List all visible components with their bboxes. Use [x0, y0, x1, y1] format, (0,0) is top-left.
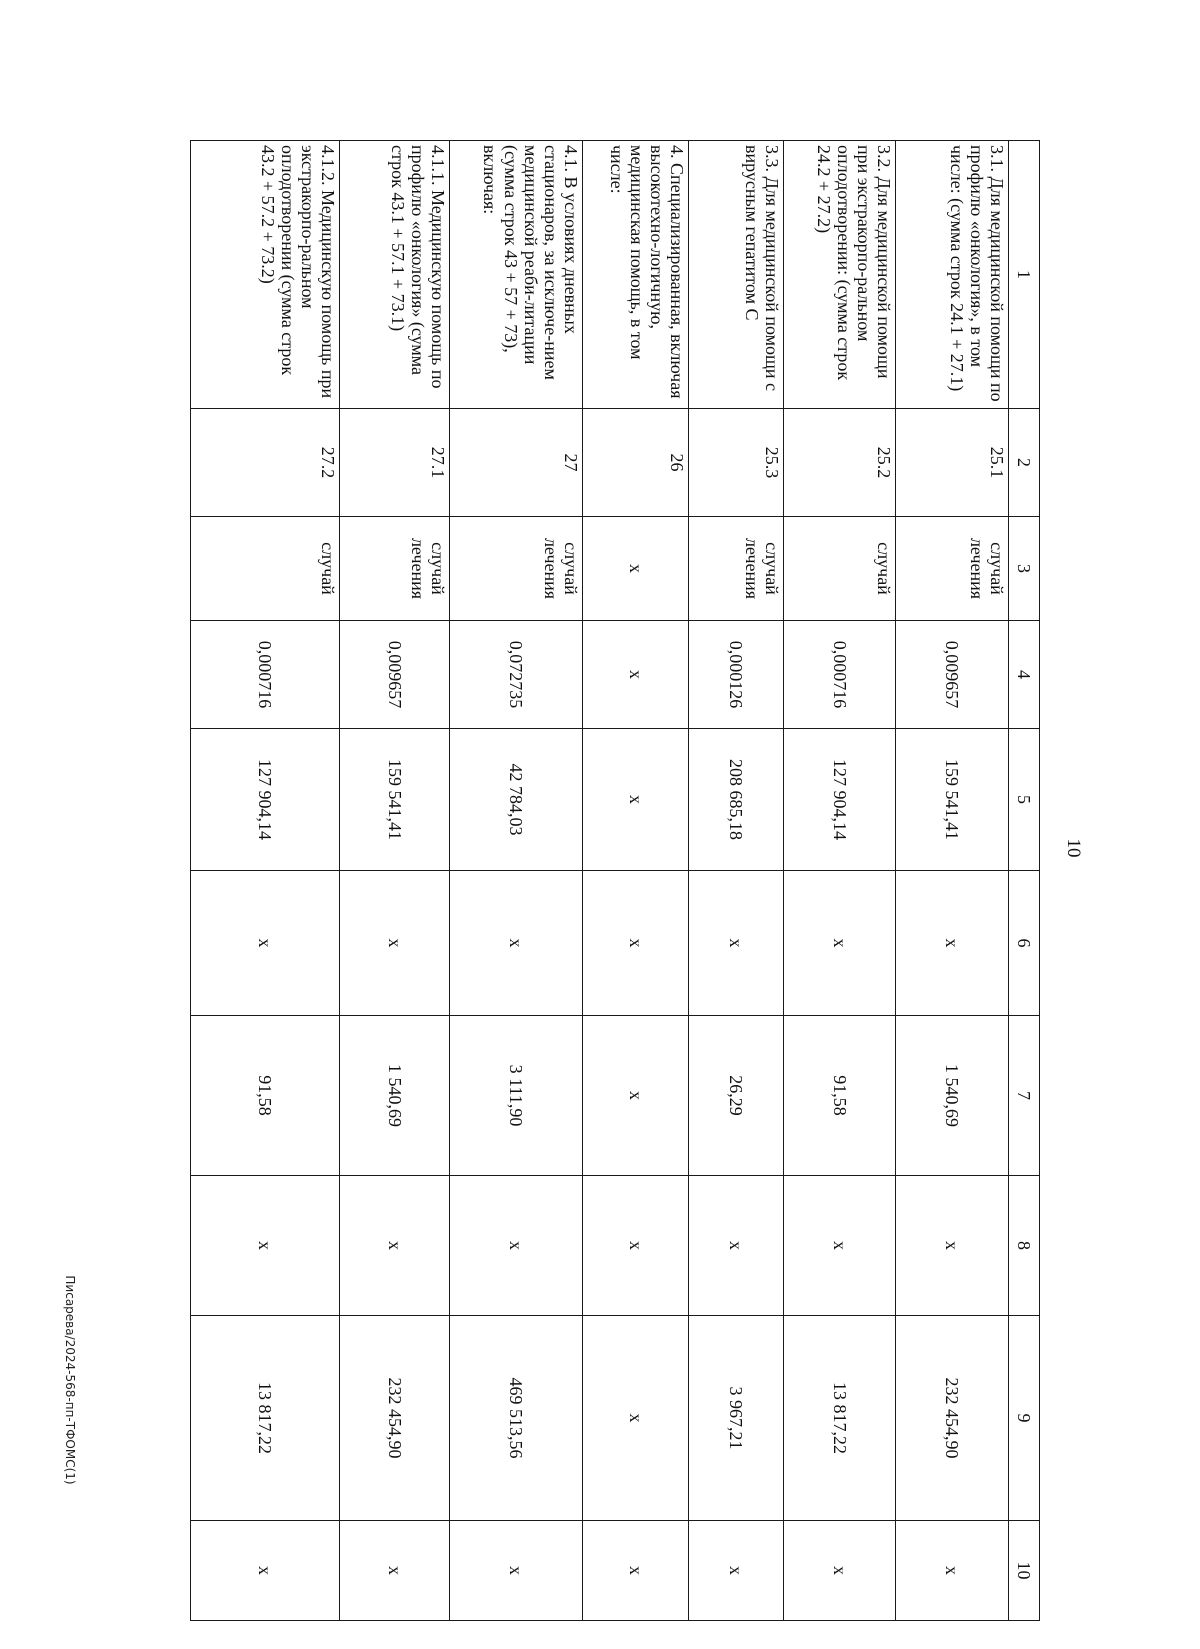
value-cell: x — [340, 1521, 450, 1621]
value-cell: x — [340, 871, 450, 1016]
value-cell: 232 454,90 — [340, 1316, 450, 1521]
value-cell: x — [896, 871, 1009, 1016]
value-cell: 159 541,41 — [896, 729, 1009, 871]
header-cell: 9 — [1009, 1316, 1040, 1521]
value-cell: 91,58 — [191, 1016, 340, 1176]
row-label-cell: 3.1. Для медицинской помощи по профилю «онкология», в том числе: (сумма строк 24.1 + 27.1) — [896, 141, 1009, 409]
table-row — [450, 141, 583, 1621]
header-cell: 3 — [1009, 517, 1040, 621]
value-cell: 42 784,03 — [450, 729, 583, 871]
value-cell: x — [896, 1176, 1009, 1316]
value-cell: 232 454,90 — [896, 1316, 1009, 1521]
value-cell: x — [784, 871, 896, 1016]
table-row — [896, 141, 1009, 1621]
value-cell: x — [191, 1521, 340, 1621]
value-cell: 0,072735 — [450, 621, 583, 729]
value-cell: 0,009657 — [896, 621, 1009, 729]
row-number-cell: 26 — [583, 409, 689, 517]
value-cell: x — [689, 871, 784, 1016]
value-cell: 469 513,56 — [450, 1316, 583, 1521]
row-label-cell: 4.1. В условиях дневных стационаров, за исключе-нием медицинской реаби-литации (сумма строк 43 + 57 + 73), включая: — [450, 141, 583, 409]
value-cell: 0,000716 — [191, 621, 340, 729]
value-cell: x — [450, 871, 583, 1016]
value-cell: 0,009657 — [340, 621, 450, 729]
value-cell: 13 817,22 — [784, 1316, 896, 1521]
header-cell: 1 — [1009, 141, 1040, 409]
row-number-cell: 25.1 — [896, 409, 1009, 517]
document-footer-id: Писарева/2024-568-пп-ТФОМС(1) — [63, 1275, 77, 1485]
value-cell: 0,000126 — [689, 621, 784, 729]
unit-cell: случай лечения — [896, 517, 1009, 621]
header-cell: 8 — [1009, 1176, 1040, 1316]
value-cell: x — [583, 1016, 689, 1176]
value-cell: x — [896, 1521, 1009, 1621]
value-cell: x — [340, 1176, 450, 1316]
unit-cell: случай лечения — [340, 517, 450, 621]
table-row — [784, 141, 896, 1621]
value-cell: x — [583, 871, 689, 1016]
value-cell: 26,29 — [689, 1016, 784, 1176]
value-cell: x — [191, 871, 340, 1016]
row-label-cell: 4.1.1. Медицинскую помощь по профилю «онкология» (сумма строк 43.1 + 57.1 + 73.1) — [340, 141, 450, 409]
value-cell: 1 540,69 — [896, 1016, 1009, 1176]
value-cell: 0,000716 — [784, 621, 896, 729]
value-cell: x — [583, 1521, 689, 1621]
value-cell: 3 111,90 — [450, 1016, 583, 1176]
row-number-cell: 25.3 — [689, 409, 784, 517]
value-cell: x — [583, 1176, 689, 1316]
value-cell: 13 817,22 — [191, 1316, 340, 1521]
value-cell: 127 904,14 — [784, 729, 896, 871]
row-number-cell: 25.2 — [784, 409, 896, 517]
unit-cell: x — [583, 517, 689, 621]
header-cell: 6 — [1009, 871, 1040, 1016]
value-cell: x — [450, 1176, 583, 1316]
value-cell: x — [689, 1521, 784, 1621]
table-header-row — [1009, 141, 1040, 1621]
header-cell: 2 — [1009, 409, 1040, 517]
unit-cell: случай — [784, 517, 896, 621]
unit-cell: случай лечения — [450, 517, 583, 621]
table-row — [583, 141, 689, 1621]
value-cell: x — [583, 1316, 689, 1521]
table-row — [340, 141, 450, 1621]
header-cell: 10 — [1009, 1521, 1040, 1621]
header-cell: 4 — [1009, 621, 1040, 729]
table-rotation-frame — [190, 140, 1040, 1620]
row-label-cell: 3.2. Для медицинской помощи при экстракорпо-ральном оплодотворении: (сумма строк 24.2 + 27.2) — [784, 141, 896, 409]
value-cell: x — [583, 729, 689, 871]
value-cell: 208 685,18 — [689, 729, 784, 871]
value-cell: 91,58 — [784, 1016, 896, 1176]
value-cell: 159 541,41 — [340, 729, 450, 871]
value-cell: x — [583, 621, 689, 729]
row-number-cell: 27.2 — [191, 409, 340, 517]
row-label-cell: 4.1.2. Медицинскую помощь при экстракорпо-ральном оплодотворении (сумма строк 43.2 + 57.2 + 73.2) — [191, 141, 340, 409]
value-cell: 1 540,69 — [340, 1016, 450, 1176]
row-number-cell: 27.1 — [340, 409, 450, 517]
value-cell: x — [784, 1176, 896, 1316]
data-table — [190, 140, 1040, 1621]
rotated-table-container — [190, 140, 1040, 1620]
unit-cell: случай лечения — [689, 517, 784, 621]
unit-cell: случай — [191, 517, 340, 621]
row-label-cell: 4. Специализированная, включая высокотехно-логичную, медицинская помощь, в том числе: — [583, 141, 689, 409]
value-cell: x — [191, 1176, 340, 1316]
header-cell: 7 — [1009, 1016, 1040, 1176]
table-row — [689, 141, 784, 1621]
header-cell: 5 — [1009, 729, 1040, 871]
value-cell: x — [450, 1521, 583, 1621]
page-number: 10 — [1063, 838, 1084, 858]
table-row — [191, 141, 340, 1621]
value-cell: 3 967,21 — [689, 1316, 784, 1521]
row-number-cell: 27 — [450, 409, 583, 517]
row-label-cell: 3.3. Для медицинской помощи с вирусным гепатитом С — [689, 141, 784, 409]
value-cell: x — [784, 1521, 896, 1621]
value-cell: 127 904,14 — [191, 729, 340, 871]
value-cell: x — [689, 1176, 784, 1316]
